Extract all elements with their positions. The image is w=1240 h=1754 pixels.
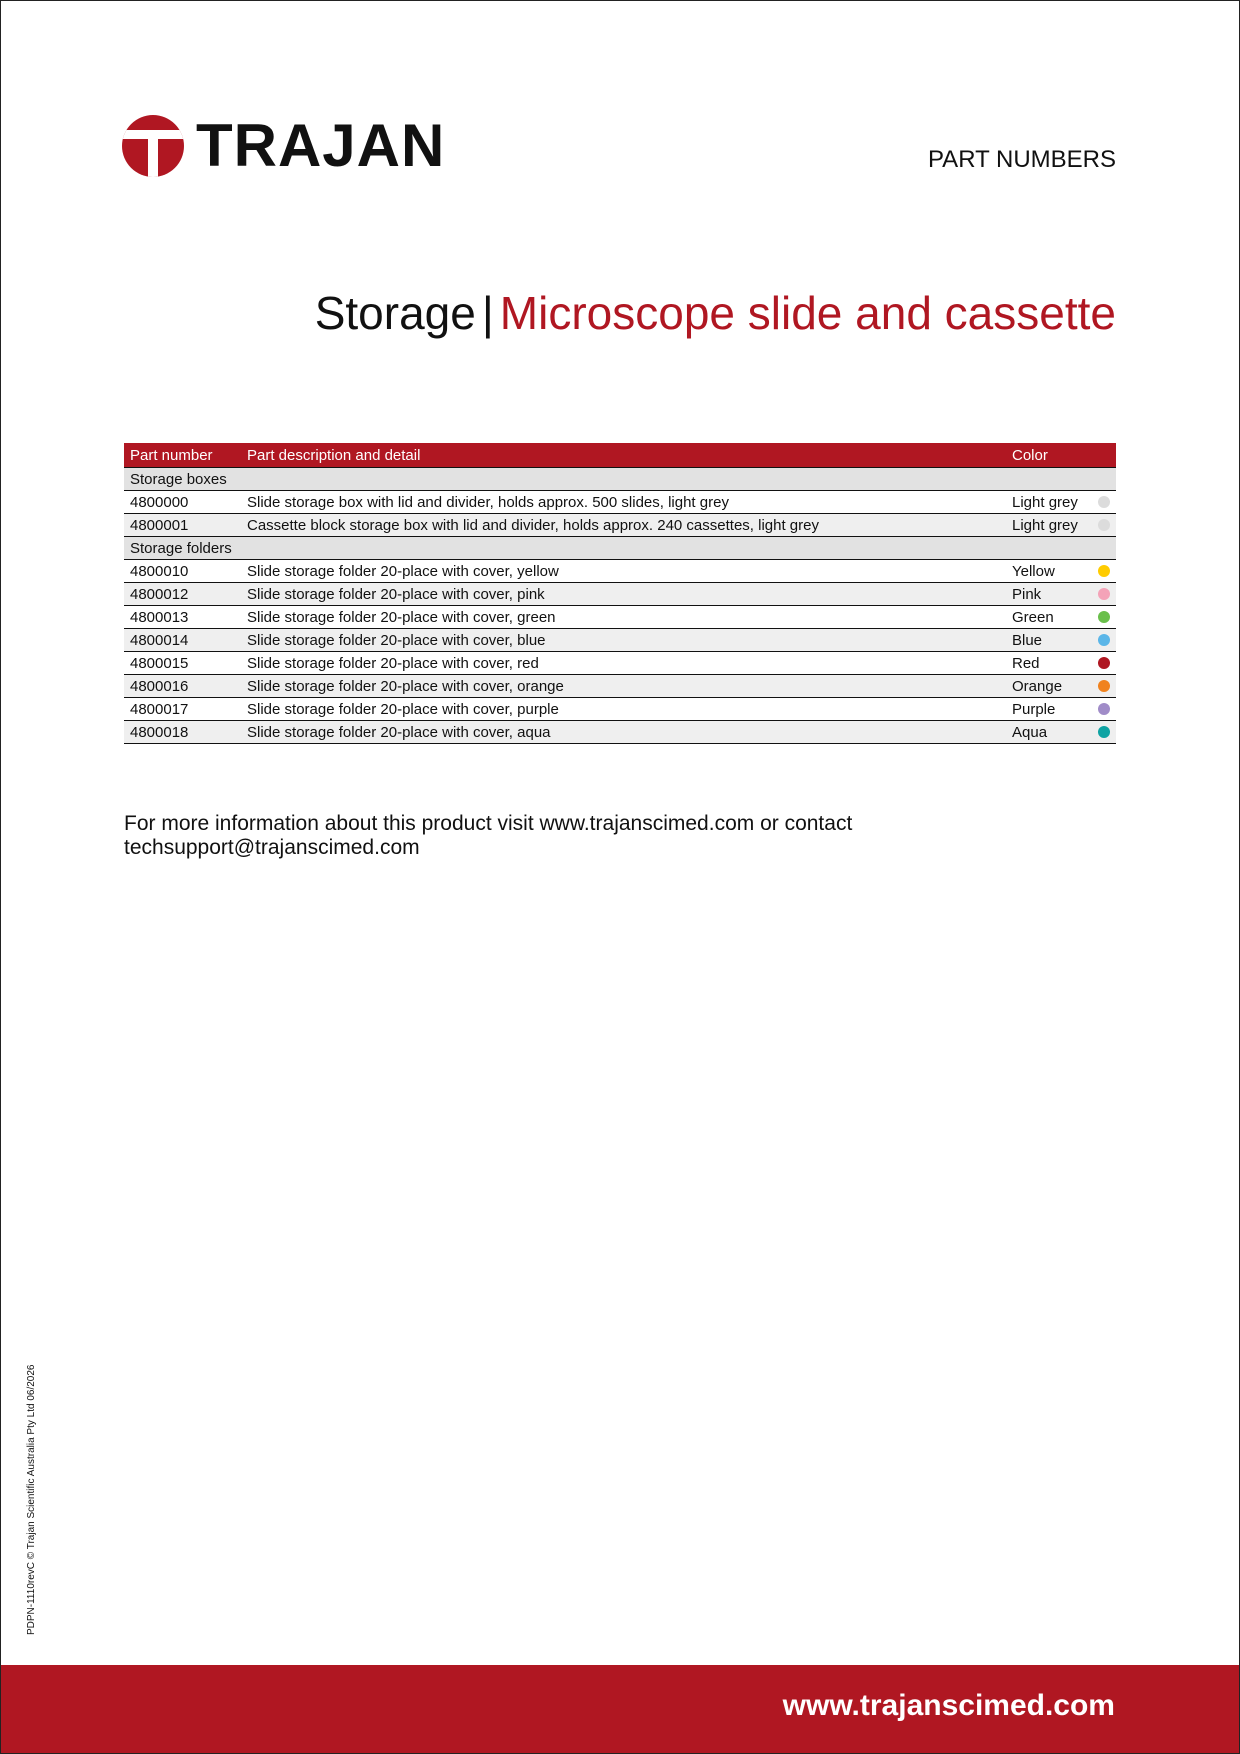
description-cell: Slide storage folder 20-place with cover, orange [241, 675, 1006, 698]
table-row [124, 629, 1116, 652]
footer-band [1, 1665, 1239, 1753]
color-swatch-icon [1098, 680, 1110, 692]
color-swatch-icon [1098, 726, 1110, 738]
table-row [124, 698, 1116, 721]
table-row [124, 514, 1116, 537]
brand-logo [122, 110, 445, 182]
description-cell: Slide storage folder 20-place with cover, pink [241, 583, 1006, 606]
color-swatch-icon [1098, 588, 1110, 600]
page-title-separator: | [481, 287, 494, 339]
color-swatch-icon [1098, 657, 1110, 669]
table-row [124, 560, 1116, 583]
color-cell-content [1012, 632, 1110, 649]
color-cell-content [1012, 609, 1110, 626]
color-cell [1006, 629, 1116, 652]
color-swatch-icon [1098, 519, 1110, 531]
description-cell: Slide storage box with lid and divider, holds approx. 500 slides, light grey [241, 491, 1006, 514]
color-cell [1006, 560, 1116, 583]
part-number-cell: 4800010 [124, 560, 241, 583]
color-name: Aqua [1012, 723, 1048, 741]
table-body [124, 468, 1116, 744]
color-swatch-icon [1098, 565, 1110, 577]
header-part-number: Part number [124, 443, 241, 468]
part-number-cell: 4800015 [124, 652, 241, 675]
color-name: Light grey [1012, 493, 1078, 511]
color-name: Yellow [1012, 562, 1055, 580]
color-swatch-icon [1098, 611, 1110, 623]
color-cell [1006, 606, 1116, 629]
color-cell [1006, 652, 1116, 675]
color-cell-content [1012, 724, 1110, 741]
color-cell-content [1012, 494, 1110, 511]
page-title [314, 287, 1116, 339]
table-row [124, 675, 1116, 698]
trajan-logo-icon [122, 115, 184, 177]
info-text [124, 812, 852, 860]
color-cell-content [1012, 563, 1110, 580]
part-number-cell: 4800013 [124, 606, 241, 629]
page-title-sub: Microscope slide and cassette [499, 287, 1116, 339]
color-name: Red [1012, 654, 1040, 672]
color-name: Blue [1012, 631, 1043, 649]
header-color: Color [1006, 443, 1116, 468]
color-cell [1006, 514, 1116, 537]
part-numbers-table [124, 443, 1116, 744]
color-swatch-icon [1098, 703, 1110, 715]
brand-wordmark: TRAJAN [196, 112, 446, 179]
color-cell-content [1012, 586, 1110, 603]
table-section-row [124, 537, 1116, 560]
part-number-cell: 4800000 [124, 491, 241, 514]
color-name: Orange [1012, 677, 1063, 695]
part-number-cell: 4800014 [124, 629, 241, 652]
color-cell-content [1012, 517, 1110, 534]
description-cell: Slide storage folder 20-place with cover, aqua [241, 721, 1006, 744]
color-swatch-icon [1098, 496, 1110, 508]
table-header-row [124, 443, 1116, 468]
doc-type-label: PART NUMBERS [927, 146, 1116, 173]
part-number-cell: 4800012 [124, 583, 241, 606]
color-cell [1006, 583, 1116, 606]
color-cell [1006, 721, 1116, 744]
table-row [124, 606, 1116, 629]
table-row [124, 583, 1116, 606]
description-cell: Slide storage folder 20-place with cover, blue [241, 629, 1006, 652]
description-cell: Slide storage folder 20-place with cover, purple [241, 698, 1006, 721]
color-cell-content [1012, 701, 1110, 718]
table-section-row [124, 468, 1116, 491]
color-cell [1006, 491, 1116, 514]
color-name: Light grey [1012, 516, 1078, 534]
description-cell: Slide storage folder 20-place with cover, yellow [241, 560, 1006, 583]
color-cell [1006, 698, 1116, 721]
color-cell [1006, 675, 1116, 698]
color-name: Green [1012, 608, 1054, 626]
description-cell: Cassette block storage box with lid and divider, holds approx. 240 cassettes, light grey [241, 514, 1006, 537]
table-row [124, 721, 1116, 744]
color-cell-content [1012, 655, 1110, 672]
info-line-2: techsupport@trajanscimed.com [124, 836, 420, 859]
part-number-cell: 4800018 [124, 721, 241, 744]
part-number-cell: 4800017 [124, 698, 241, 721]
section-label: Storage boxes [124, 468, 1116, 491]
description-cell: Slide storage folder 20-place with cover, green [241, 606, 1006, 629]
color-name: Pink [1012, 585, 1042, 603]
part-number-cell: 4800016 [124, 675, 241, 698]
info-line-1: For more information about this product visit www.trajanscimed.com or contact [124, 812, 853, 835]
section-label: Storage folders [124, 537, 1116, 560]
part-number-cell: 4800001 [124, 514, 241, 537]
color-name: Purple [1012, 700, 1056, 718]
table-row [124, 652, 1116, 675]
page-title-main: Storage [314, 287, 476, 339]
color-swatch-icon [1098, 634, 1110, 646]
document-code: PDPN-1110revC © Trajan Scientific Australia Pty Ltd 06/2026 [26, 1364, 37, 1635]
table-row [124, 491, 1116, 514]
color-cell-content [1012, 678, 1110, 695]
header-description: Part description and detail [241, 443, 1006, 468]
footer-url: www.trajanscimed.com [782, 1689, 1115, 1722]
description-cell: Slide storage folder 20-place with cover, red [241, 652, 1006, 675]
